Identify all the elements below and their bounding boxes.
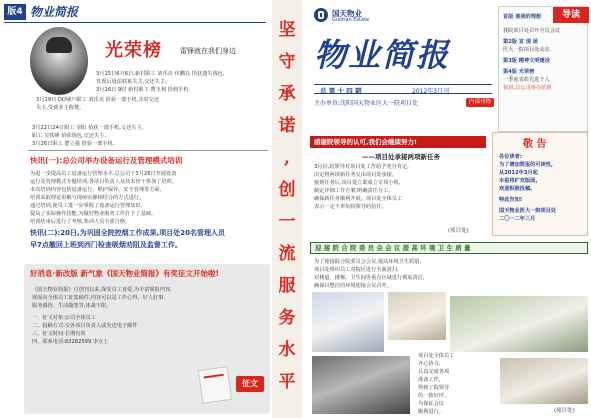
guide-panel <box>498 6 588 132</box>
slogan-char: 务 <box>278 308 296 328</box>
honor-list-second <box>32 124 268 148</box>
book-illustration <box>198 366 232 404</box>
article2-side <box>418 352 498 416</box>
book-stripe <box>204 374 224 379</box>
notice-line: 特此告知! <box>499 197 523 203</box>
lead-line: 制定详细工作方案,明确责任分工, <box>314 188 390 194</box>
slogan-char: 坚 <box>278 20 296 40</box>
honor-line: 职工 吴铁峰 拾获钱包,交还失主, <box>32 133 107 139</box>
express1-line: 运行及管理模式专题培训,各项目负责人及技术骨干参加了培训。 <box>30 179 177 185</box>
photo-corridor <box>388 292 446 340</box>
honor-line: 3月16日 9时 新村职工 曹玉利 拾到手机 <box>96 87 189 93</box>
page-number-badge: 版4 <box>4 4 26 20</box>
article2-title-bar: 迎 接 院 合 院 委 员 会 会 议 提 高 环 境 卫 生 质 量 <box>310 242 588 254</box>
guide-item: 一季度表彰先进个人 <box>503 77 550 83</box>
lead-line: 表示一定不辜负院领导的信任, <box>314 204 384 210</box>
article2-side-line: 准备工作, <box>418 377 441 383</box>
article2-signature: (项目处) <box>554 408 575 414</box>
article2-side-line: 齐心协力, <box>418 361 441 367</box>
honor-line: 3月15日6月6日,新村职工 刘乐亮 伟鹏亮 拾获遗失钱包, <box>96 71 225 77</box>
call-line: 一、征文对象:公司全体员工 <box>32 315 96 321</box>
honor-line: 3月22日24日职工 李阳 拾获一部手机,交还失主。 <box>32 125 147 131</box>
header-rule <box>4 22 266 23</box>
slogan-char: 一 <box>278 212 296 232</box>
call-line: 服务感悟、生活随笔等,体裁不限。 <box>32 303 112 309</box>
guide-list <box>503 13 553 21</box>
guide-item: 第4版 光荣榜 <box>503 69 535 75</box>
call-for-essays-box <box>24 264 270 414</box>
logo-mark <box>318 11 324 19</box>
express1-line: 培训结束后进行了考核,参训人员全部合格。 <box>30 219 131 225</box>
article2-body <box>314 258 588 290</box>
lead-signature: (项目处) <box>448 228 469 234</box>
honor-line: 3月19日 DD铺户职工 刘乐亮 拾获一部手机,及时交还 <box>36 97 160 103</box>
notice-box <box>492 132 588 236</box>
notice-line: 为了增加简报的可读性, <box>499 162 553 168</box>
left-page <box>0 0 272 418</box>
call-line: 现面向全体员工征集稿件,内容可以是工作心得、好人好事、 <box>32 295 169 301</box>
article2-side-line: 项目处全体员工 <box>418 353 455 359</box>
express1-line: 提高了实际操作技能,为做好物业服务工作打下了基础。 <box>30 211 157 217</box>
guide-item: 第3版 精神文明建设 <box>503 58 550 64</box>
lead-line: 确保新任务顺利开展。项目处全体员工 <box>314 196 403 202</box>
express1-line: 通过培训,使员工进一步掌握了设备运行管理知识, <box>30 203 143 209</box>
guide-item: 医大一院项目处动态 <box>503 47 550 53</box>
article2-side-line: 为保证会议 <box>418 401 444 407</box>
express1-line: 培训采取理论讲解与现场实操相结合的方式进行。 <box>30 195 145 201</box>
call-body <box>32 286 262 346</box>
guide-item: 我院项目处召开全员会议 <box>503 28 561 34</box>
lead-line: 决定将两项新任务交由项目处承接。 <box>314 172 398 178</box>
lead-line: 3月份,院领导对项目处工作给予充分肯定, <box>314 164 409 170</box>
express1-title: 快讯(一):总公司举办设备运行及管理模式培训 <box>30 156 183 165</box>
photo-meeting <box>312 356 410 414</box>
portrait-cap <box>46 37 72 53</box>
masthead-title: 物业简报 <box>314 36 451 74</box>
express1-line: 本次培训内容包括设备运行、维护保养、安全管理等方面, <box>30 187 162 193</box>
vertical-slogan <box>272 14 302 398</box>
call-line: 《国天物业简报》自创刊以来,深受员工喜爱,为丰富简报内容, <box>32 287 172 293</box>
article2-line: 确保以整洁的环境迎接会议召开。 <box>314 283 392 289</box>
photo-inspection <box>450 296 588 352</box>
call-line: 四、联系电话:83282599 李女士 <box>32 339 109 345</box>
lead-body <box>314 163 484 211</box>
honor-portrait-photo <box>30 27 88 95</box>
article2-side-line: 的一致好评。 <box>418 393 450 399</box>
article2-side-line: 顺利进行。 <box>418 409 444 415</box>
express2-line: 早7点撤回上班到西门检查吸烟劝阻及监督工作。 <box>30 241 182 249</box>
article2-side-line: 认真完成各项 <box>418 369 450 375</box>
slogan-char: 诺 <box>278 116 296 136</box>
honor-line: 失主,受到业主称赞。 <box>36 105 85 111</box>
photo-cleaning <box>500 358 588 404</box>
slogan-char: 水 <box>278 340 296 360</box>
article2-line: 为了迎接院合院委员会会议,提高环境卫生质量, <box>314 259 422 265</box>
notice-body <box>499 153 585 223</box>
internal-badge: 内部刊物 <box>466 98 494 107</box>
notice-line: 欢迎积极投稿。 <box>499 186 536 192</box>
issue-number: 总 第 十 四 期 <box>320 87 362 95</box>
guide-item: 快讯:总公司举办培训 <box>503 85 552 91</box>
slogan-char: 守 <box>278 52 296 72</box>
lead-subtitle: ——项目处承接两项新任务 <box>362 153 440 161</box>
slogan-char: 创 <box>278 180 296 200</box>
honor-list <box>96 70 266 94</box>
notice-line: 国天物业医大一院项目处 <box>499 208 557 214</box>
notice-title: 敬 告 <box>523 139 547 150</box>
slogan-char: , <box>284 148 290 168</box>
notice-line: 本报将扩充版面, <box>499 178 538 184</box>
notice-line: 各位读者: <box>499 154 522 160</box>
article2-side-line: 得到了院领导 <box>418 385 450 391</box>
photo-hallway <box>312 292 384 352</box>
honor-line: 3月26日职工 董立强 拾获一部手机。 <box>32 141 118 147</box>
guide-list-body <box>503 27 585 92</box>
express1-line: 为进一步提高员工设备运行管理水平,总公司于3月26日开展设备 <box>30 171 177 177</box>
company-name-cn: 国天物业 <box>332 9 362 18</box>
slogan-char: 流 <box>278 244 296 264</box>
issue-date: 2012年3月刊 <box>412 88 450 95</box>
honor-line: 发现后设法联系失主,交还失主。 <box>96 79 171 85</box>
left-page-title: 物业简报 <box>30 5 79 19</box>
call-line: 三、征文时间:长期有效 <box>32 331 86 337</box>
host-unit: 主办单位:沈阳国天物业医大一院项目处 <box>314 100 419 107</box>
guide-item: 首版 谈我的理想 <box>503 14 542 20</box>
call-title: 好消息·新改版 新气象《国天物业简报》有奖征文开始啦! <box>30 269 219 278</box>
lead-line: 接到任务后,项目处立即成立专项小组, <box>314 180 401 186</box>
article2-line: 项目处组织员工对院区进行全面清扫, <box>314 267 399 273</box>
notice-line: 二〇一二年三月 <box>499 216 536 222</box>
honor-title: 光荣榜 <box>105 40 162 61</box>
guide-title: 导读 <box>553 7 589 23</box>
express1-body <box>30 170 268 226</box>
guide-item: 第2版 宣 现 场 <box>503 39 538 45</box>
notice-line: 从2012年3月起 <box>499 170 538 176</box>
slogan-char: 服 <box>278 276 296 296</box>
call-line: 二、投稿方式:交各项目负责人或发送电子邮件 <box>32 323 138 329</box>
divider <box>28 150 268 151</box>
vertical-slogan-strip <box>272 0 302 418</box>
article2-line: 对楼道、楼梯、卫生间等重点区域进行彻底清洁, <box>314 275 425 281</box>
honor-subtitle: 雷锋就在我们身边 <box>180 47 236 55</box>
issue-bar <box>314 84 492 94</box>
right-page <box>302 0 591 418</box>
call-badge: 征文 <box>236 376 264 392</box>
slogan-char: 平 <box>278 372 296 392</box>
honor-list-continued <box>36 96 268 112</box>
company-name-en: Guotian Estate <box>332 17 370 23</box>
company-logo-icon <box>314 8 328 22</box>
lead-banner: 感谢院领导的认可,我们会继续努力! <box>310 136 486 148</box>
slogan-char: 承 <box>278 84 296 104</box>
express2-title: 快讯(二):20日,为巩固全院控烟工作成果,项目处20名管理人员 <box>30 229 225 237</box>
